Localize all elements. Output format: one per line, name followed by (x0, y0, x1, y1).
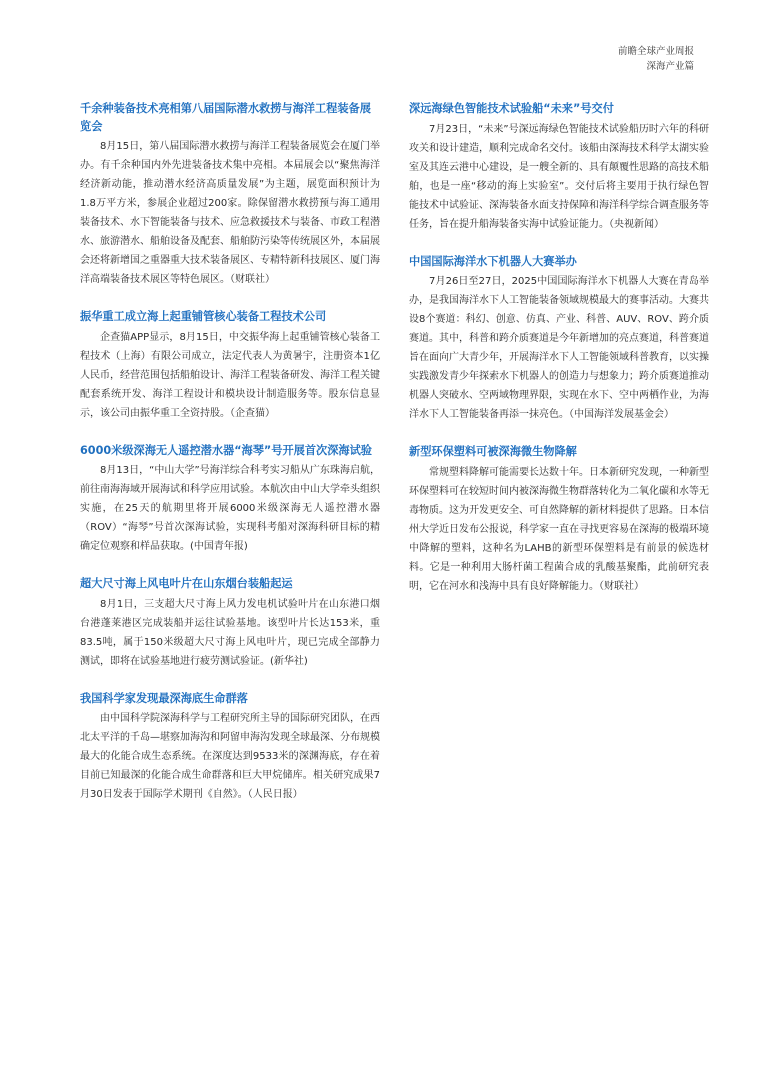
article (80, 100, 380, 289)
article-body: 企查猫APP显示，8月15日，中交振华海上起重铺管核心装备工程技术（上海）有限公司成立，法定代表人为黄暑宇，注册资本1亿人民币，经营范围包括船舶设计、海洋工程装备研发、海洋工程关键配套系统开发、海洋工程设计和模块设计制造服务等。股东信息显示，该公司由振华重工全资持股。（企查猫） (80, 331, 380, 419)
article (80, 690, 380, 805)
article-title: 千余种装备技术亮相第八届国际潜水救捞与海洋工程装备展览会 (80, 102, 371, 133)
article (80, 575, 380, 671)
right-column (409, 100, 709, 615)
article (409, 443, 709, 596)
article-title: 我国科学家发现最深海底生命群落 (80, 691, 248, 705)
article (409, 253, 709, 425)
article-body: 常规塑料降解可能需要长达数十年。日本新研究发现，一种新型环保塑料可在较短时间内被深海微生物群落转化为二氧化碳和水等无毒物质。这为开发更安全、可自然降解的新材料提供了思路。日本信州大学近日发布公报说，科学家一直在寻找更容易在深海的极端环境中降解的塑料，这种名为LAHB的新型环保塑料是有前景的候选材料。它是一种利用大肠杆菌工程菌合成的乳酸基聚酯，此前研究表明，它在河水和浅海中具有良好降解能力。（财联社） (409, 466, 709, 592)
article-title: 振华重工成立海上起重铺管核心装备工程技术公司 (80, 310, 327, 323)
article (80, 442, 380, 557)
article-body: 7月26日至27日，2025中国国际海洋水下机器人大赛在青岛举办，是我国海洋水下人工智能装备领域规模最大的赛事活动。大赛共设8个赛道：科幻、创意、仿真、产业、科普、AUV、ROV、跨介质赛道。其中，科普和跨介质赛道是今年新增加的亮点赛道，科普赛道旨在面向广大青少年，开展海洋水下人工智能领域科普教育，以实操实践激发青少年探索水下机器人的创造力与想象力；跨介质赛道推动机器人突破水、空两域物理界限，实现在水下、空中两栖作业，为海洋水下人工智能装备再添一抹亮色。（中国海洋发展基金会） (409, 276, 709, 420)
article-title: 超大尺寸海上风电叶片在山东烟台装船起运 (80, 577, 293, 590)
page-header (618, 44, 694, 74)
article-body: 8月1日，三支超大尺寸海上风力发电机试验叶片在山东港口烟台港蓬莱港区完成装船并运往试验基地。该型叶片长达153米，重83.5吨，属于150米级超大尺寸海上风电叶片，现已完成全部静力测试，即将在试验基地进行疲劳测试验证。(新华社) (80, 598, 380, 667)
header-report-name: 前瞻全球产业周报 (617, 46, 694, 57)
left-column (80, 100, 380, 823)
article-body: 8月15日，第八届国际潜水救捞与海洋工程装备展览会在厦门举办。有千余种国内外先进装备技术集中亮相。本届展会以“聚焦海洋经济新动能，推动潜水经济高质量发展”为主题，展览面积预计为1.8万平方米，参展企业超过200家。除保留潜水救捞预与海工通用装备技术、水下智能装备与技术、应急救援技术与装备、市政工程潜水、旅游潜水、船舶设备及配套、船舶防污染等传统展区外，本届展会还将新增国之重器重大技术装备展区、专精特新科技展区、厦门海洋高端装备技术展区等特色展区。（财联社） (80, 141, 380, 285)
article (409, 100, 709, 234)
header-section-name: 深海产业篇 (646, 61, 694, 72)
article-body: 由中国科学院深海科学与工程研究所主导的国际研究团队，在西北太平洋的千岛—堪察加海沟和阿留申海沟发现全球最深、分布规模最大的化能合成生态系统。在深度达到9533米的深渊海底，存在着目前已知最深的化能合成生命群落和巨大甲烷储库。相关研究成果7月30日发表于国际学术期刊《自然》。（人民日报） (80, 713, 380, 800)
article-title: 新型环保塑料可被深海微生物降解 (409, 445, 577, 458)
article (80, 308, 380, 423)
article-title: 中国国际海洋水下机器人大赛举办 (409, 254, 577, 268)
article-title: 6000米级深海无人遥控潜水器“海琴”号开展首次深海试验 (80, 443, 372, 457)
article-title: 深远海绿色智能技术试验船“未来”号交付 (409, 102, 614, 115)
article-body: 8月13日，“中山大学”号海洋综合科考实习船从广东珠海启航，前往南海海域开展海试和科学应用试验。本航次由中山大学牵头组织实施，在25天的航期里将开展6000米级深海无人遥控潜水器（ROV）“海琴”号首次深海试验，实现科考船对深海科研目标的精确定位观察和样品获取。(中国青年报) (80, 465, 380, 552)
article-body: 7月23日，“未来”号深远海绿色智能技术试验船历时六年的科研攻关和设计建造，顺利完成命名交付。该船由深海技术科学太湖实验室及其连云港中心建设，是一艘全新的、具有颠覆性思路的高技术船舶，也是一座“移动的海上实验室”。交付后将主要用于执行绿色智能技术中试验证、深海装备水面支持保障和海洋科学综合调查服务等任务，旨在提升船海装备实海中试验证能力。（央视新闻） (409, 123, 709, 230)
